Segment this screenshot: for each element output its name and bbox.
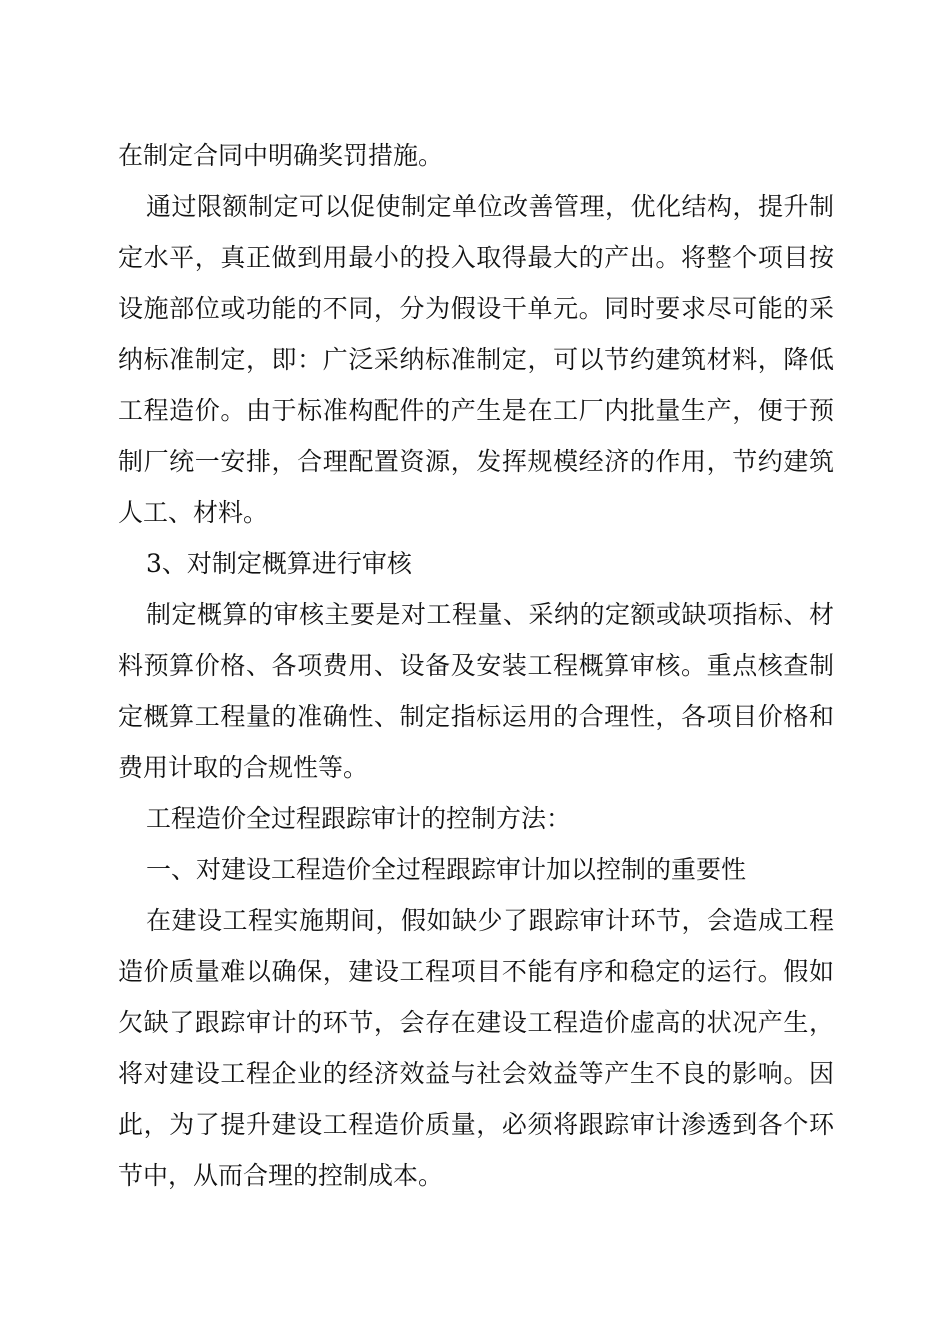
text-line: 人工、材料。: [118, 498, 269, 527]
text-line: 制厂统一安排，合理配置资源，发挥规模经济的作用，节约建筑: [118, 447, 834, 476]
text-line: 在建设工程实施期间，假如缺少了跟踪审计环节，会造成工程: [146, 906, 834, 935]
text-line: 欠缺了跟踪审计的环节，会存在建设工程造价虚高的状况产生，: [118, 1008, 834, 1037]
text-line: 制定概算的审核主要是对工程量、采纳的定额或缺项指标、材: [146, 600, 834, 629]
text-line: 在制定合同中明确奖罚措施。: [118, 141, 444, 170]
text-line: 设施部位或功能的不同，分为假设干单元。同时要求尽可能的采: [118, 294, 834, 323]
text-line: 节中，从而合理的控制成本。: [118, 1161, 444, 1190]
text-line: 料预算价格、各项费用、设备及安装工程概算审核。重点核查制: [118, 651, 834, 680]
text-line: 纳标准制定，即：广泛采纳标准制定，可以节约建筑材料，降低: [118, 345, 834, 374]
text-line: 工程造价。由于标准构配件的产生是在工厂内批量生产，便于预: [118, 396, 834, 425]
text-line: 将对建设工程企业的经济效益与社会效益等产生不良的影响。因: [118, 1059, 834, 1088]
text-line: 通过限额制定可以促使制定单位改善管理，优化结构，提升制: [146, 192, 834, 221]
text-line: 费用计取的合规性等。: [118, 753, 369, 782]
text-line: 此，为了提升建设工程造价质量，必须将跟踪审计渗透到各个环: [118, 1110, 834, 1139]
text-line: 定水平，真正做到用最小的投入取得最大的产出。将整个项目按: [118, 243, 834, 272]
text-line: 定概算工程量的准确性、制定指标运用的合理性，各项目价格和: [118, 702, 834, 731]
section-heading: 工程造价全过程跟踪审计的控制方法：: [146, 804, 572, 833]
text-line: 造价质量难以确保，建设工程项目不能有序和稳定的运行。假如: [118, 957, 834, 986]
section-heading: 一、对建设工程造价全过程跟踪审计加以控制的重要性: [146, 855, 747, 884]
section-heading: 3、对制定概算进行审核: [146, 549, 412, 578]
